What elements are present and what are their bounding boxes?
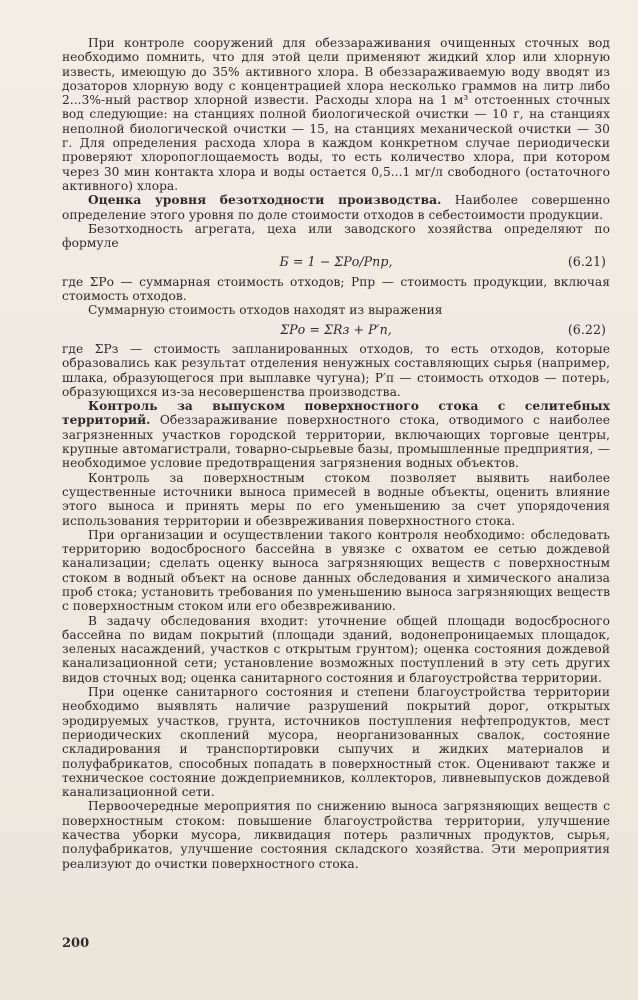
paragraph-formula-intro: Безотходность агрегата, цеха или заводского хозяйства определяют по формуле: [62, 221, 610, 251]
paragraph-formula-legend: где ΣPо — суммарная стоимость отходов; Pпр — стоимость продукции, включая стоимость отходов.: [62, 274, 610, 304]
formula-6-21-expression: Б = 1 − ΣPо/Pпр,: [279, 254, 393, 270]
formula-6-22-number: (6.22): [567, 321, 606, 337]
page-body: [62, 36, 610, 871]
formula-6-22: [62, 323, 610, 337]
heading-waste-level: Оценка уровня безотходности производства.: [88, 193, 442, 208]
paragraph-sum-legend: где ΣPз — стоимость запланированных отходов, то есть отходов, которые образовались как результат отделения ненужных составляющих сырья (например, шлака, образующегося при выплавке чугуна); P′п — стоимость отходов — потерь, образующихся из-за несовершенства производства.: [62, 341, 610, 399]
paragraph-chlorination: При контроле сооружений для обеззараживания очищенных сточных вод необходимо помнить, что для этой цели применяют жидкий хлор или хлорную известь, имеющую до 35% активного хлора. В обеззараживаемую воду вводят из дозаторов хлорную воду с концентрацией хлора несколько граммов на литр либо 2...3%-ный раствор хлорной извести. Расходы хлора на 1 м³ отстоенных сточных вод следующие: на станциях полной биологической очистки — 10 г, на станциях неполной биологической очистки — 15, на станциях механической очистки — 30 г. Для определения расхода хлора в каждом конкретном случае периодически проверяют хлоропоглощаемость воды, то есть количество хлора, при котором через 30 мин контакта хлора и воды остается 0,5...1 мг/л свободного (остаточного активного) хлора.: [62, 36, 610, 193]
paragraph-runoff-control: [62, 399, 610, 470]
page-number: 200: [62, 936, 90, 951]
formula-6-22-expression: ΣPо = ΣRз + P′п,: [280, 321, 392, 337]
paragraph-survey-tasks: В задачу обследования входит: уточнение общей площади водосбросного бассейна по видам покрытий (площади зданий, водонепроницаемых площадок, зеленых насаждений, участков с открытым грунтом); оценка состояния дождевой канализационной сети; установление возможных поступлений в эту сеть других видов сточных вод; оценка санитарного состояния и благоустройства территории.: [62, 613, 610, 685]
paragraph-waste-level: [62, 193, 610, 222]
paragraph-control-organization: При организации и осуществлении такого контроля необходимо: обследовать территорию водосбросного бассейна в увязке с охватом ее сетью дождевой канализации; сделать оценку выноса загрязняющих веществ с поверхностным стоком в водный объект на основе данных обследования и химического анализа проб стока; установить требования по уменьшению выноса загрязняющих веществ с поверхностным стоком или его обезвреживанию.: [62, 527, 610, 614]
paragraph-runoff-benefits: Контроль за поверхностным стоком позволяет выявить наиболее существенные источники выноса примесей в водные объекты, оценить влияние этого выноса и принять меры по его уменьшению за счет упорядочения использования территории и обезвреживания поверхностного стока.: [62, 470, 610, 528]
paragraph-sum-intro: Суммарную стоимость отходов находят из выражения: [88, 303, 443, 318]
paragraph-sanitary-assessment: При оценке санитарного состояния и степени благоустройства территории необходимо выявлять наличие разрушений покрытий дорог, открытых эродируемых участков, грунта, источников поступления нефтепродуктов, мест периодических скоплений мусора, неорганизованных свалок, состояние складирования и транспортировки сыпучих и жидких материалов и полуфабрикатов, способных попадать в поверхностный сток. Оценивают также и техническое состояние дождеприемников, коллекторов, ливневыпусков дождевой канализационной сети.: [62, 685, 610, 800]
paragraph-waste-level-body: Наиболее совершенно определение этого уровня по доле стоимости отходов в себестоимости продукции.: [62, 193, 610, 222]
paragraph-priority-measures: Первоочередные мероприятия по снижению выноса загрязняющих веществ с поверхностным стоком: повышение благоустройства территории, улучшение качества уборки мусора, ликвидация потерь различных продуктов, сырья, полуфабрикатов, улучшение состояния складского хозяйства. Эти мероприятия реализуют до очистки поверхностного стока.: [62, 799, 610, 871]
paragraph-runoff-control-body: Обеззараживание поверхностного стока, отводимого с наиболее загрязненных участков городской территории, включающих торговые центры, крупные автомагистрали, товарно-сырьевые базы, промышленные предприятия, — необходимое условие предотвращения загрязнения водных объектов.: [62, 413, 610, 471]
formula-6-21-number: (6.21): [567, 254, 606, 270]
heading-runoff-control: Контроль за выпуском поверхностного стока с селитебных территорий.: [62, 399, 610, 428]
formula-6-21: [62, 255, 610, 269]
